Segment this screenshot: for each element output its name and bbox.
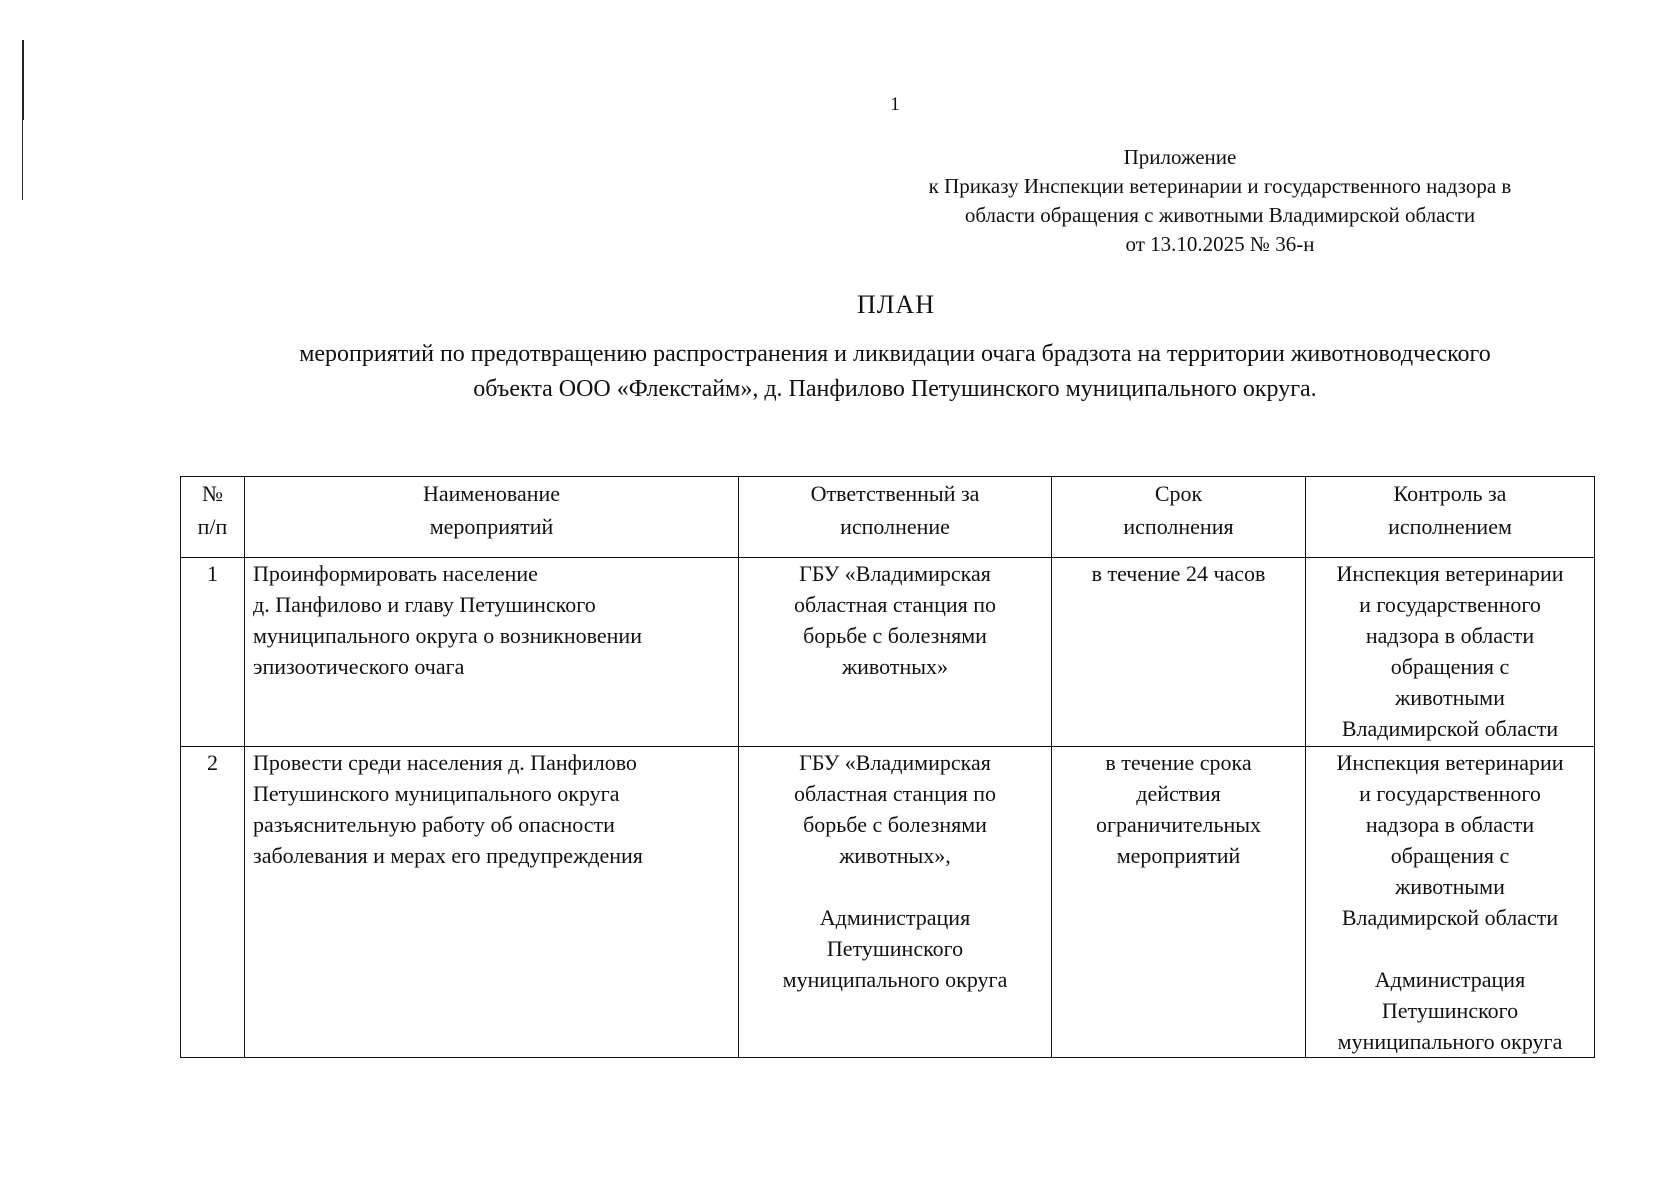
- cell-text: Петушинского: [1381, 998, 1519, 1023]
- cell-responsible: [739, 558, 1052, 747]
- plan-subtitle-line: мероприятий по предотвращению распространения и ликвидации очага брадзота на территории животноводческого: [299, 341, 1491, 367]
- header-text: Срок: [1154, 481, 1203, 506]
- margin-mark: [22, 40, 24, 120]
- header-control: [1306, 477, 1595, 558]
- cell-deadline: [1052, 558, 1306, 747]
- cell-text: Владимирской области: [1341, 905, 1559, 930]
- cell-num: 1: [181, 558, 245, 747]
- cell-text: ГБУ «Владимирская: [799, 561, 991, 586]
- cell-text: Инспекция ветеринарии: [1336, 750, 1564, 775]
- header-text: исполнение: [840, 514, 950, 539]
- header-text: Контроль за: [1393, 481, 1507, 506]
- cell-text: и государственного: [1359, 781, 1541, 806]
- header-deadline: [1052, 477, 1306, 558]
- cell-text: Петушинского: [826, 936, 964, 961]
- cell-text: Администрация: [1374, 967, 1526, 992]
- cell-text: животными: [1395, 685, 1505, 710]
- header-text: исполнением: [1388, 514, 1512, 539]
- appendix-line: от 13.10.2025 № 36-н: [1125, 232, 1315, 256]
- header-name: [245, 477, 739, 558]
- header-text: №: [202, 481, 223, 506]
- table-row: [181, 558, 1595, 747]
- cell-text: Проинформировать население: [253, 561, 538, 586]
- cell-text: обращения с: [1390, 654, 1510, 679]
- cell-text: областная станция по: [793, 592, 997, 617]
- cell-measure: [245, 747, 739, 1058]
- plan-subtitle-line: объекта ООО «Флекстайм», д. Панфилово Петушинского муниципального округа.: [473, 376, 1317, 402]
- cell-text: в течение срока: [1105, 750, 1252, 775]
- cell-text: ГБУ «Владимирская: [799, 750, 991, 775]
- cell-control: [1306, 747, 1595, 1058]
- cell-text: Администрация: [819, 905, 971, 930]
- cell-text: животными: [1395, 874, 1505, 899]
- cell-text: Провести среди населения д. Панфилово: [253, 750, 637, 775]
- appendix-line: Приложение: [1123, 145, 1237, 169]
- appendix-line: к Приказу Инспекции ветеринарии и государственного надзора в: [928, 174, 1512, 198]
- cell-text: животных»: [841, 654, 949, 679]
- appendix-line: области обращения с животными Владимирской области: [964, 203, 1476, 227]
- cell-text: надзора в области: [1365, 623, 1535, 648]
- measures-table: [180, 476, 1595, 1058]
- header-text: Ответственный за: [810, 481, 980, 506]
- cell-text: Петушинского муниципального округа: [253, 781, 620, 806]
- cell-text: и государственного: [1359, 592, 1541, 617]
- cell-control: [1306, 558, 1595, 747]
- header-text: Наименование: [422, 481, 561, 506]
- appendix-block: [860, 143, 1580, 259]
- cell-responsible: [739, 747, 1052, 1058]
- header-responsible: [739, 477, 1052, 558]
- header-num: [181, 477, 245, 558]
- cell-text: разъяснительную работу об опасности: [253, 812, 615, 837]
- header-text: п/п: [197, 514, 228, 539]
- cell-num: 2: [181, 747, 245, 1058]
- cell-text: муниципального округа: [1337, 1029, 1563, 1054]
- cell-text: в течение 24 часов: [1091, 561, 1266, 586]
- cell-measure: [245, 558, 739, 747]
- cell-text: областная станция по: [793, 781, 997, 806]
- cell-text: надзора в области: [1365, 812, 1535, 837]
- header-text: мероприятий: [429, 514, 554, 539]
- cell-text: борьбе с болезнями: [803, 812, 987, 837]
- plan-title: ПЛАН: [857, 290, 935, 319]
- cell-text: действия: [1136, 781, 1221, 806]
- table-header-row: [181, 477, 1595, 558]
- cell-text: животных»,: [839, 843, 951, 868]
- cell-text: борьбе с болезнями: [803, 623, 987, 648]
- cell-text: Владимирской области: [1341, 716, 1559, 741]
- table-row: [181, 747, 1595, 1058]
- page-number: 1: [890, 94, 900, 115]
- plan-subtitle: [195, 337, 1595, 407]
- cell-spacer: [745, 871, 1045, 902]
- cell-text: мероприятий: [1116, 843, 1241, 868]
- cell-text: муниципального округа: [782, 967, 1008, 992]
- cell-text: эпизоотического очага: [253, 654, 465, 679]
- header-text: исполнения: [1123, 514, 1234, 539]
- cell-text: заболевания и мерах его предупреждения: [253, 843, 643, 868]
- cell-text: д. Панфилово и главу Петушинского: [253, 592, 596, 617]
- margin-mark-lower: [22, 120, 23, 200]
- cell-spacer: [1312, 933, 1588, 964]
- cell-text: Инспекция ветеринарии: [1336, 561, 1564, 586]
- cell-text: обращения с: [1390, 843, 1510, 868]
- cell-text: ограничительных: [1095, 812, 1262, 837]
- cell-text: муниципального округа о возникновении: [253, 623, 642, 648]
- cell-deadline: [1052, 747, 1306, 1058]
